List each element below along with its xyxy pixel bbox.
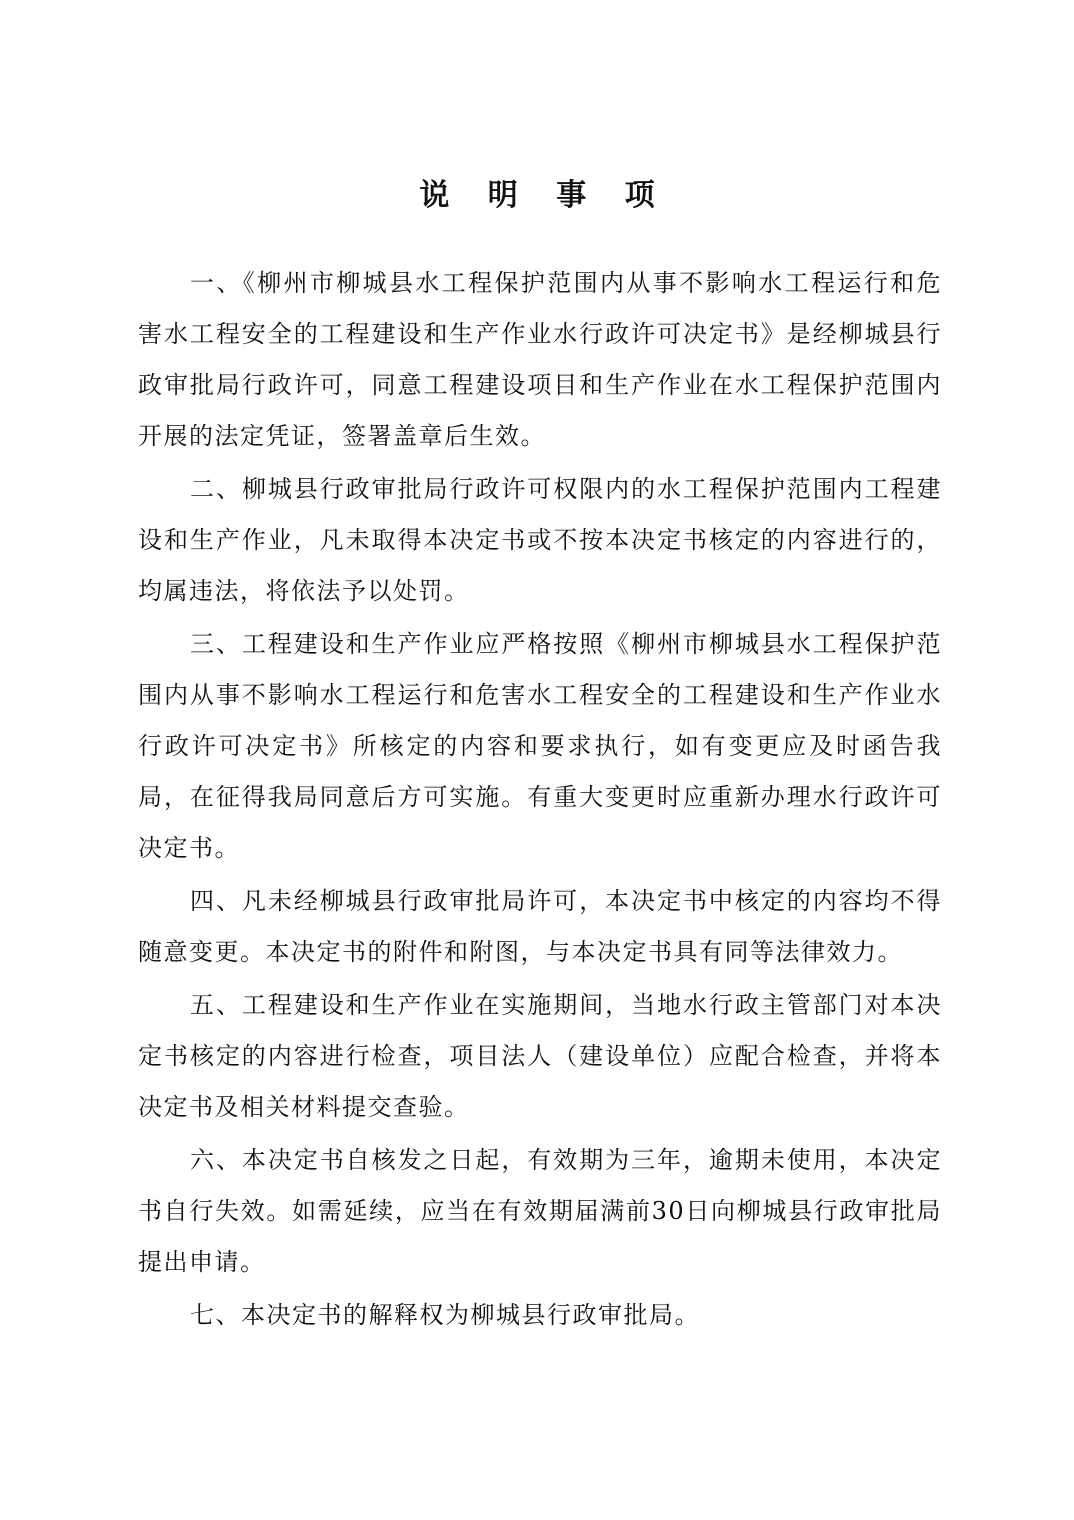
paragraph-5: 五、工程建设和生产作业在实施期间，当地水行政主管部门对本决定书核定的内容进行检查，项目法人（建设单位）应配合检查，并将本决定书及相关材料提交查验。 [138,991,942,1121]
paragraph-4: 四、凡未经柳城县行政审批局许可，本决定书中核定的内容均不得随意变更。本决定书的附件和附图，与本决定书具有同等法律效力。 [138,887,942,966]
paragraph-6: 六、本决定书自核发之日起，有效期为三年，逾期未使用，本决定书自行失效。如需延续，应当在有效期届满前30日向柳城县行政审批局提出申请。 [138,1146,942,1276]
paragraph-7: 七、本决定书的解释权为柳城县行政审批局。 [190,1301,700,1329]
document-body [138,258,942,1343]
paragraph-1: 一、《柳州市柳城县水工程保护范围内从事不影响水工程运行和危害水工程安全的工程建设和生产作业水行政许可决定书》是经柳城县行政审批局行政许可，同意工程建设项目和生产作业在水工程保护范围内开展的法定凭证，签署盖章后生效。 [138,269,942,450]
page-title: 说 明 事 项 [419,178,669,213]
paragraph-3: 三、工程建设和生产作业应严格按照《柳州市柳城县水工程保护范围内从事不影响水工程运行和危害水工程安全的工程建设和生产作业水行政许可决定书》所核定的内容和要求执行，如有变更应及时函告我局，在征得我局同意后方可实施。有重大变更时应重新办理水行政许可决定书。 [138,630,942,862]
paragraph-2: 二、柳城县行政审批局行政许可权限内的水工程保护范围内工程建设和生产作业，凡未取得本决定书或不按本决定书核定的内容进行的，均属违法，将依法予以处罚。 [138,475,942,605]
